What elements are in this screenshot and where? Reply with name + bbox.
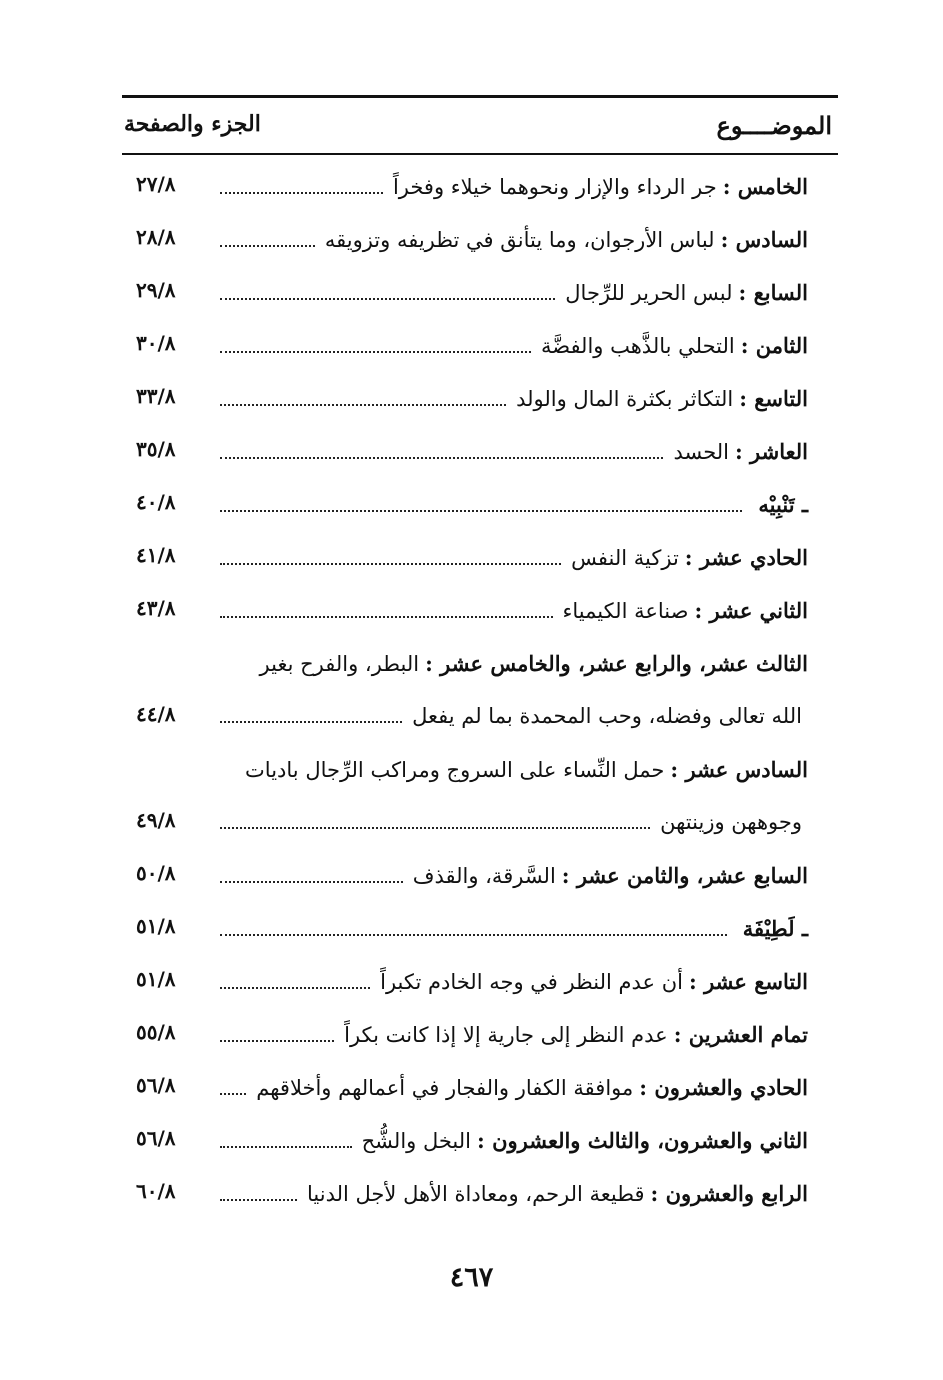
entry-label: الحادي والعشرون :: [639, 1075, 808, 1100]
entry-text: الله تعالى وفضله، وحب المحمدة بما لم يفعل: [412, 704, 802, 728]
dot-leader: [220, 827, 650, 829]
toc-entry-title: [220, 1075, 808, 1101]
toc-entry: [124, 910, 808, 954]
dot-leader: [220, 563, 561, 565]
entry-page-ref: ٥٥/٨: [136, 1020, 176, 1044]
entry-page-ref: ٤٤/٨: [136, 702, 176, 726]
entry-text: لبس الحرير للرِّجال: [565, 281, 733, 305]
toc-entry: [124, 221, 808, 265]
entry-text: أن عدم النظر في وجه الخادم تكبراً: [380, 970, 684, 994]
toc-entry-title: [220, 598, 808, 624]
toc-entry: [124, 539, 808, 583]
toc-entry-continuation: [124, 698, 808, 742]
toc-entry-title: [220, 439, 808, 465]
toc-entry-title: [220, 280, 808, 306]
toc-entry-title: [220, 969, 808, 995]
page-number: ٤٦٧: [449, 1262, 494, 1293]
entry-text: موافقة الكفار والفجار في أعمالهم وأخلاقهم: [256, 1076, 634, 1100]
entry-label: التاسع عشر :: [689, 969, 808, 994]
toc-entry-title: [220, 227, 808, 253]
entry-text: البخل والشُّح: [361, 1129, 471, 1153]
dot-leader: [220, 721, 402, 723]
toc-entry: [124, 433, 808, 477]
toc-entry-title: [220, 1128, 808, 1154]
toc-entry-title: [220, 810, 808, 835]
entry-label: السابع عشر، والثامن عشر :: [561, 863, 808, 888]
entry-label: الخامس :: [722, 174, 808, 199]
entry-page-ref: ٣٥/٨: [136, 437, 176, 461]
entry-page-ref: ٢٩/٨: [136, 278, 176, 302]
topic-column-heading: الموضــــوع: [716, 111, 832, 140]
toc-entry-title: [220, 333, 808, 359]
toc-entry: [124, 380, 808, 424]
entry-text: السَّرقة، والقذف: [412, 864, 556, 888]
toc-entry-title: [220, 863, 808, 889]
dot-leader: [220, 457, 663, 459]
toc-entry: [124, 1016, 808, 1060]
entry-label: الثامن :: [740, 333, 808, 358]
toc-entry: [124, 486, 808, 530]
toc-entry-title: [220, 704, 808, 729]
entry-label: ـ تَنْبِيْه: [758, 492, 808, 517]
entry-text: وجوههن وزينتهن: [660, 810, 802, 834]
entry-page-ref: ٥١/٨: [136, 967, 176, 991]
entry-label: السابع :: [738, 280, 808, 305]
toc-entry-title: [220, 545, 808, 571]
entry-text: جر الرداء والإزار ونحوهما خيلاء وفخراً: [392, 175, 717, 199]
dot-leader: [220, 351, 531, 353]
toc-entry-title: [220, 1181, 808, 1207]
entry-label: السادس :: [720, 227, 808, 252]
toc-entry-title: [220, 492, 808, 518]
volume-page-column-heading: الجزء والصفحة: [124, 111, 261, 137]
entry-label: التاسع :: [739, 386, 808, 411]
toc-entry-title: [124, 757, 808, 782]
dot-leader: [220, 1199, 297, 1201]
entry-page-ref: ٤٣/٨: [136, 596, 176, 620]
entry-label: السادس عشر :: [670, 757, 808, 782]
toc-entry-title: [220, 1022, 808, 1048]
dot-leader: [220, 245, 315, 247]
dot-leader: [220, 1093, 246, 1095]
entry-text: عدم النظر إلى جارية إلا إذا كانت بكراً: [344, 1023, 668, 1047]
toc-entry-first-line: [124, 751, 808, 795]
dot-leader: [220, 1040, 334, 1042]
dot-leader: [220, 881, 403, 883]
entry-label: الثالث عشر، والرابع عشر، والخامس عشر :: [425, 651, 808, 676]
dot-leader: [220, 404, 506, 406]
entry-text: قطيعة الرحم، ومعاداة الأهل لأجل الدنيا: [307, 1182, 645, 1206]
toc-entry: [124, 1069, 808, 1113]
entry-page-ref: ٥٦/٨: [136, 1073, 176, 1097]
entry-text: التحلي بالذَّهب والفضَّة: [540, 334, 735, 358]
dot-leader: [220, 1146, 352, 1148]
toc-entry: [124, 963, 808, 1007]
entry-page-ref: ٥٦/٨: [136, 1126, 176, 1150]
entry-label: الحادي عشر :: [684, 545, 808, 570]
entry-text: لباس الأرجوان، وما يتأنق في تظريفه وتزويقه: [324, 228, 715, 252]
toc-entry-title: [124, 651, 808, 676]
entry-text: حمل النِّساء على السروج ومراكب الرِّجال باديات: [245, 758, 665, 782]
toc-entry: [124, 327, 808, 371]
toc-entry: [124, 857, 808, 901]
entry-label: الرابع والعشرون :: [650, 1181, 808, 1206]
toc-entry: [124, 274, 808, 318]
dot-leader: [220, 934, 727, 936]
entry-text: البطر، والفرح بغير: [259, 652, 420, 676]
entry-page-ref: ٤٩/٨: [136, 808, 176, 832]
entry-page-ref: ٦٠/٨: [136, 1179, 176, 1203]
entry-page-ref: ٤١/٨: [136, 543, 176, 567]
entry-page-ref: ٤٠/٨: [136, 490, 176, 514]
entry-text: تزكية النفس: [571, 546, 679, 570]
entry-page-ref: ٥١/٨: [136, 914, 176, 938]
toc-entry-first-line: [124, 645, 808, 689]
toc-entry-title: [220, 386, 808, 412]
entry-label: العاشر :: [734, 439, 808, 464]
entry-page-ref: ٣٣/٨: [136, 384, 176, 408]
toc-entry-title: [220, 916, 808, 942]
entry-page-ref: ٢٨/٨: [136, 225, 176, 249]
entry-label: تمام العشرين :: [673, 1022, 808, 1047]
entry-page-ref: ٥٠/٨: [136, 861, 176, 885]
entry-label: ـ لَطِيْفَة: [742, 916, 808, 941]
dot-leader: [220, 298, 555, 300]
toc-entry: [124, 168, 808, 212]
entry-label: الثاني عشر :: [694, 598, 808, 623]
toc-entry-continuation: [124, 804, 808, 848]
dot-leader: [220, 192, 383, 194]
dot-leader: [220, 616, 553, 618]
entry-label: الثاني والعشرون، والثالث والعشرون :: [477, 1128, 808, 1153]
toc-entry: [124, 592, 808, 636]
entry-text: الحسد: [673, 440, 729, 464]
dot-leader: [220, 510, 742, 512]
toc-entry-title: [220, 174, 808, 200]
entry-page-ref: ٣٠/٨: [136, 331, 176, 355]
dot-leader: [220, 987, 370, 989]
entry-text: صناعة الكيمياء: [562, 599, 689, 623]
entry-page-ref: ٢٧/٨: [136, 172, 176, 196]
toc-entry: [124, 1175, 808, 1219]
entry-text: التكاثر بكثرة المال والولد: [516, 387, 734, 411]
toc-entry: [124, 1122, 808, 1166]
table-of-contents: [122, 0, 838, 1380]
